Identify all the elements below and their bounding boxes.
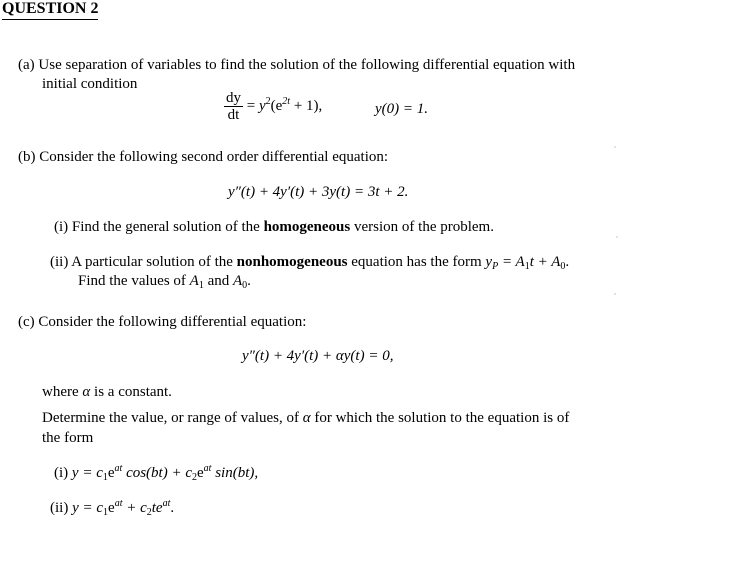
yp-symbol: y	[485, 254, 493, 270]
part-c-determine-line1	[42, 410, 569, 427]
c-ii-exp2: at	[162, 498, 171, 509]
yp-sub1: 1	[524, 261, 530, 272]
a1-symbol: A	[189, 273, 199, 289]
part-a-label: (a)	[18, 57, 35, 73]
part-a-line2: initial condition	[42, 76, 138, 92]
c-ii-a: y = c	[72, 500, 104, 516]
part-b-ii-line2-pre: Find the values of	[78, 273, 190, 289]
det-pre: Determine the value, or range of values, of	[42, 410, 303, 426]
c-i-exp1: at	[114, 463, 123, 474]
c-i-s1: 1	[102, 472, 108, 483]
line2-end: .	[247, 273, 251, 289]
c-ii-s1: 1	[103, 507, 109, 518]
and-text: and	[203, 273, 233, 289]
part-b-text: Consider the following second order differential equation:	[39, 149, 389, 165]
question-title: QUESTION 2	[2, 0, 98, 20]
part-b-ii-line1	[50, 254, 569, 271]
eq-equals: =	[246, 97, 259, 114]
part-b-intro	[18, 149, 388, 166]
yp-end: .	[565, 254, 570, 270]
where-pre: where	[42, 384, 83, 400]
part-b-ii-line2	[78, 273, 251, 290]
c-i-mid: cos(bt) + c	[122, 465, 192, 481]
eq-tail: + 1),	[290, 97, 323, 114]
part-c-determine-line2: the form	[42, 430, 94, 446]
part-c-text: Consider the following differential equation:	[38, 314, 307, 330]
part-c-i	[54, 465, 258, 482]
part-a-line1	[18, 57, 575, 74]
part-c-intro	[18, 314, 306, 331]
c-i-s2: 2	[192, 472, 197, 483]
part-b-i	[54, 219, 494, 236]
det-post: for which the solution to the equation is of	[310, 410, 570, 426]
c-i-a: y = c	[71, 465, 103, 481]
scan-speck	[616, 236, 618, 238]
c-ii-end: .	[170, 500, 175, 516]
eq-exp-base: (e	[270, 97, 283, 114]
fraction-denominator: dt	[227, 107, 240, 123]
part-c-equation: y″(t) + 4y′(t) + αy(t) = 0,	[242, 348, 394, 364]
part-b-equation: y″(t) + 4y′(t) + 3y(t) = 3t + 2.	[228, 184, 409, 200]
c-i-exp2: at	[203, 463, 212, 474]
c-ii-mid: + c	[122, 500, 147, 516]
a1-sub: 1	[198, 280, 204, 291]
c-i-end: sin(bt),	[211, 465, 259, 481]
det-alpha: α	[302, 410, 311, 426]
part-c-where	[42, 384, 172, 401]
yp-t: t + A	[529, 254, 561, 270]
part-b-ii-bold: nonhomogeneous	[236, 254, 348, 270]
part-a-equation	[224, 90, 322, 123]
eq-y: y	[258, 97, 266, 114]
part-c-i-label: (i)	[54, 465, 69, 481]
yp-subscript: P	[492, 261, 499, 272]
part-b-label: (b)	[18, 149, 36, 165]
c-i-e1: e	[107, 465, 115, 481]
c-ii-te: te	[151, 500, 163, 516]
part-b-ii-post: equation has the form	[347, 254, 486, 270]
where-alpha: α	[82, 384, 91, 400]
part-c-ii	[50, 500, 174, 517]
part-c-ii-label: (ii)	[50, 500, 69, 516]
c-ii-s2: 2	[146, 507, 152, 518]
part-b-i-pre: Find the general solution of the	[71, 219, 264, 235]
yp-sub0: 0	[560, 261, 566, 272]
scan-speck	[614, 146, 616, 148]
a0-sub: 0	[242, 280, 248, 291]
part-b-ii-label: (ii)	[50, 254, 69, 270]
part-b-i-post: version of the problem.	[350, 219, 494, 235]
part-b-ii-pre: A particular solution of the	[71, 254, 237, 270]
eq-square: 2	[265, 95, 271, 107]
a0-symbol: A	[233, 273, 243, 289]
initial-condition: y(0) = 1.	[375, 101, 429, 117]
part-b-i-label: (i)	[54, 219, 69, 235]
where-post: is a constant.	[90, 384, 172, 400]
yp-eq: = A	[498, 254, 525, 270]
c-ii-e1: e	[108, 500, 115, 516]
fraction-numerator: dy	[226, 90, 241, 106]
c-ii-exp1: at	[114, 498, 123, 509]
part-c-label: (c)	[18, 314, 35, 330]
part-a-text-1: Use separation of variables to find the solution of the following differential equation with	[38, 57, 576, 73]
derivative-fraction	[224, 90, 243, 123]
eq-exponent: 2t	[282, 95, 291, 107]
c-i-e2: e	[197, 465, 204, 481]
part-b-i-bold: homogeneous	[263, 219, 351, 235]
scan-speck	[614, 293, 616, 295]
